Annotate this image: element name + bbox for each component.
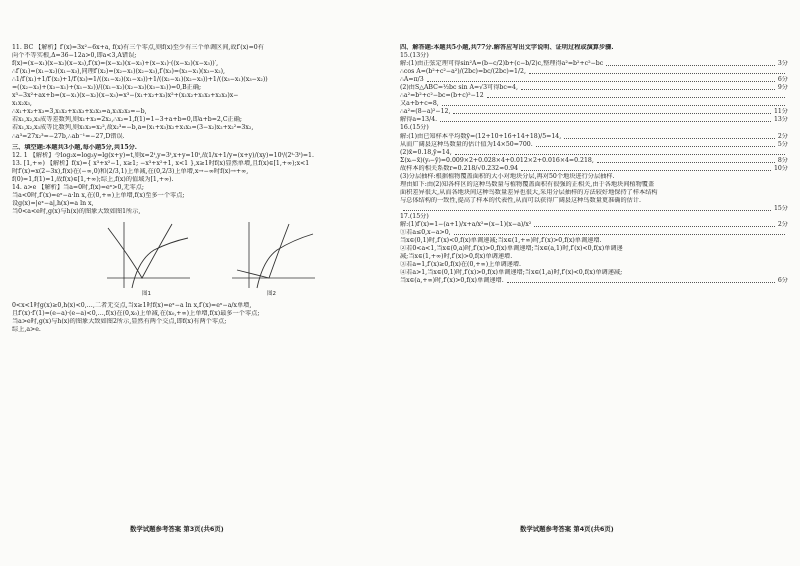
answer-text: (2)x̄=0.18,ȳ=14, — [400, 148, 452, 156]
score-label: 2分 — [777, 221, 788, 229]
answer-text: 解得a=13/4. — [400, 116, 438, 124]
dotted-leader — [403, 205, 771, 211]
dotted-leader — [440, 116, 771, 122]
figure-1 — [102, 220, 192, 297]
scored-answer-line — [400, 221, 788, 229]
answer-text: (2)由S△ABC=½bc sin A=√3可得bc=4, — [400, 84, 518, 92]
left-answer-lines-2 — [12, 152, 390, 216]
dotted-leader — [534, 221, 775, 227]
dotted-leader — [529, 68, 785, 74]
scored-answer-line — [400, 157, 788, 165]
scored-answer-line — [400, 60, 788, 68]
answer-line: 16.(15分) — [400, 124, 429, 132]
answer-line: 0<x<1时g(x)≥0,h(x)<0,…,二者无交点,当x≥1时f(x)=eˣ−a ln x,f′(x)=eˣ−a/x单增, — [12, 301, 252, 309]
answer-line: 设g(x)=|eˣ−a|,h(x)=a ln x, — [12, 199, 94, 207]
answer-line: 12. 1 【解析】令log₂x=log₃y=lg(x+y)=t,则x=2ᵗ,y=3ᵗ,x+y=10ᵗ,故1/x+1/y=(x+y)/(xy)=10ᵗ/(2ᵗ·3ᵗ)=1. — [12, 151, 314, 159]
answer-line: 13. [1,+∞) 【解析】f(x)={ x³+x²−1, x≥1; −x³+x²+1, x<1 },x≥1时f(x)显然单增,且f(x)∈[1,+∞);x<1 — [12, 159, 310, 167]
dotted-leader — [564, 133, 775, 139]
score-label: 5分 — [777, 140, 788, 148]
scored-answer-line — [400, 165, 788, 173]
answer-text: 故样本的相关系数r≈0.218/√0.232≈0.94 — [400, 164, 519, 172]
answer-line: 11. BC 【解析】f′(x)=3x²−6x+a, f(x)有三个零点,则f(x)至少有三个单调区间,故f′(x)=0有 — [12, 44, 264, 51]
dotted-leader — [453, 108, 771, 114]
score-label: 8分 — [777, 156, 788, 164]
answer-line: 15.(13分) — [400, 52, 429, 60]
figure-1-graph — [102, 220, 192, 290]
left-column — [12, 44, 390, 334]
scored-answer-line — [400, 141, 788, 149]
score-label: 9分 — [777, 84, 788, 92]
answer-text: Σ(xᵢ−x̄)(yᵢ−ȳ)=0.009×2+0.028×4+0.012×2+0.016×4=0.218, — [400, 156, 594, 164]
answer-line: 减;当x∈(1,+∞)时,f′(x)>0,f(x)单调递增. — [400, 253, 513, 261]
scored-answer-line — [400, 108, 788, 116]
answer-line: 向个不等实根,Δ=36−12a>0,即a<3,A错误; — [12, 52, 137, 60]
answer-text: 从而广阔县这种鸟数量的估计值为14×50=700. — [400, 140, 533, 148]
answer-line: 若x₁,x₂,x₃成等比数列,则x₁x₃=x₂²,故x₂³=−b,a=(x₁+x₃)x₂+x₁x₃=(3−x₂)x₂+x₂²=3x₂, — [12, 124, 254, 132]
answer-line: 当a<0时,f′(x)=eˣ−a·ln x,在(0,+∞)上单增,f(x)至多一个零点; — [12, 191, 185, 199]
score-label: 15分 — [773, 204, 788, 212]
figure-area — [12, 220, 390, 298]
dotted-leader — [487, 92, 785, 98]
score-label: 6分 — [777, 277, 788, 285]
answer-text: 解:(1)由正弦定理可得sin²A=(b−c/2)b+(c−b/2)c,整理得a²=b²+c²−bc — [400, 60, 604, 68]
right-column — [400, 44, 788, 285]
dotted-leader — [427, 76, 775, 82]
left-page-footer: 数学试题参考答案 第3页(共6页) — [130, 525, 224, 533]
score-label: 13分 — [773, 116, 788, 124]
answer-line: 当x∈(0,1)时,f′(x)<0,f(x)单调递减;当x∈(1,+∞)时,f′(x)>0,f(x)单调递增. — [400, 237, 602, 245]
dotted-leader — [597, 157, 775, 163]
scored-answer-line — [400, 116, 788, 124]
answer-line: ∴1/f′(x₁)+1/f′(x₂)+1/f′(x₃)=1/((x₁−x₂)(x₁−x₃))+1/((x₂−x₁)(x₂−x₃))+1/((x₃−x₁)(x₃−x₂)) — [12, 76, 268, 84]
answer-line: 综上,a>e. — [12, 326, 41, 334]
left-answer-lines — [12, 44, 390, 141]
answer-text: 又a+b+c=8, — [400, 100, 439, 108]
dotted-leader — [521, 165, 771, 171]
answer-line: ∴x₁+x₂+x₃=3,x₁x₂+x₁x₃+x₂x₃=a,x₁x₂x₃=−b, — [12, 108, 147, 116]
right-answer-lines — [400, 52, 788, 285]
answer-line: 当0<a<e时,g(x)与h(x)的图象大致如图1所示, — [12, 207, 141, 215]
score-label: 11分 — [773, 108, 788, 116]
scored-answer-line — [400, 84, 788, 92]
right-page-footer: 数学试题参考答案 第4页(共6页) — [520, 525, 614, 533]
scored-answer-line — [400, 277, 788, 285]
scored-answer-line — [400, 205, 788, 213]
dotted-leader — [536, 141, 775, 147]
answer-text: 解:(1)由已知样本平均数ȳ=(12+10+16+14+18)/5=14, — [400, 132, 562, 140]
scored-answer-line — [400, 100, 788, 108]
dotted-leader — [442, 100, 785, 106]
answer-line: f(0)=1,f(1)=1,故f(x)∈[1,+∞);综上,f(x)的值域为[1,+∞). — [12, 175, 174, 183]
score-label: 3分 — [777, 60, 788, 68]
answer-text: 当x∈(a,+∞)时,f′(x)>0,f(x)单调递增. — [400, 277, 504, 285]
figure-2 — [227, 220, 317, 297]
answer-line: ∴f′(x₁)=(x₁−x₂)(x₁−x₃),同理f′(x₂)=(x₂−x₁)(x₂−x₃),f′(x₃)=(x₃−x₁)(x₃−x₂), — [12, 68, 225, 76]
scored-answer-line — [400, 76, 788, 84]
scored-answer-line — [400, 133, 788, 141]
answer-text: ∴cos A=(b²+c²−a²)/(2bc)=bc/(2bc)=1/2, — [400, 68, 526, 76]
answer-line: =((x₂−x₃)+(x₃−x₁)+(x₁−x₂))/((x₁−x₂)(x₂−x₃)(x₃−x₁))=0,B正确; — [12, 84, 202, 92]
score-label: 2分 — [777, 132, 788, 140]
figure-2-graph — [227, 220, 317, 290]
answer-line: 理由如下:由(2)知各样区的这种鸟数量与植物覆盖面积有很强的正相关,由于各地块间植物覆盖 — [400, 180, 655, 188]
answer-line: 当a>e时,g(x)与h(x)的图象大致如图2所示,显然有两个交点,即f(x)有两个零点; — [12, 318, 227, 326]
answer-text: ∴a²=b²+c²−bc=(b+c)²−12 — [400, 92, 484, 100]
answer-line: 若x₁,x₂,x₃成等差数列,则x₁+x₃=2x₂,∴x₂=1,f(1)=1−3+a+b=0,即a+b=2,C正确; — [12, 116, 243, 124]
answer-line: 14. a>e 【解析】当a=0时,f(x)=eˣ>0,无零点; — [12, 183, 145, 191]
left-answer-lines-3 — [12, 302, 390, 334]
dotted-leader — [507, 277, 775, 283]
answer-line: ②若0<a<1,当x∈(0,a)时,f′(x)>0,f(x)单调递增;当x∈(a,1)时,f′(x)<0,f(x)单调递 — [400, 245, 623, 253]
answer-text: 解:(1)f′(x)=1−(a+1)/x+a/x²=(x−1)(x−a)/x² — [400, 221, 532, 229]
answer-line: 时f′(x)=x(2−3x),f(x)在(−∞,0)和(2/3,1)上单减,在(0,2/3)上单增,x→−∞时f(x)→+∞, — [12, 167, 249, 175]
scored-answer-line — [400, 92, 788, 100]
scored-answer-line — [400, 149, 788, 157]
answer-line: ∴a³=27x₂³=−27b,∴ab⁻¹=−27,D错误. — [12, 132, 125, 140]
answer-text: ①若a≤0,x−a>0, — [400, 229, 451, 237]
figure-2-caption: 图2 — [267, 290, 276, 297]
scored-answer-line — [400, 229, 788, 237]
scored-answer-line — [400, 68, 788, 76]
answer-line: 且f′(x)·f′(1)=(e−a)·(e−a)<0,…,f(x)在(0,x₀)上单减,在(x₀,+∞)上单增,f(x)最多一个零点; — [12, 310, 260, 318]
answer-line: (3)分层抽样:根据植物覆盖面积的大小对地块分层,再对50个地块进行分层抽样. — [400, 172, 615, 180]
answer-text: ∴a²=(8−a)²−12, — [400, 108, 451, 116]
answer-line: ③若a=1,f′(x)≥0,f(x)在(0,+∞)上单调递增. — [400, 261, 522, 269]
answer-text: ∴A=π/3 — [400, 76, 424, 84]
figure-1-caption: 图1 — [142, 290, 151, 297]
answer-line: 与总体结构的一致性,提高了样本的代表性,从而可以获得广阔县这种鸟数量更准确的估计. — [400, 196, 642, 204]
answer-line: 17.(15分) — [400, 212, 429, 220]
score-label: 6分 — [777, 76, 788, 84]
answer-line: f(x)=(x−x₁)(x−x₂)(x−x₃),f′(x)=(x−x₂)(x−x₃)+(x−x₁)·((x−x₂)(x−x₃))′, — [12, 60, 219, 68]
answer-line: x³−3x²+ax+b=(x−x₁)(x−x₂)(x−x₃)=x³−(x₁+x₂+x₃)x²+(x₁x₂+x₁x₃+x₂x₃)x− — [12, 92, 239, 100]
answer-line: x₁x₂x₃, — [12, 100, 32, 108]
answer-line: 面积差异很大,从而各地块间这种鸟数量差异也很大,采用分层抽样的方法较好地保持了样本结构 — [400, 188, 658, 196]
dotted-leader — [606, 60, 775, 66]
score-label: 10分 — [773, 164, 788, 172]
answer-line: ④若a>1,当x∈(0,1)时,f′(x)>0,f(x)单调递增;当x∈(1,a)时,f′(x)<0,f(x)单调递减; — [400, 269, 623, 277]
dotted-leader — [521, 84, 775, 90]
solution-section-header: 四、解答题:本题共5小题,共77分.解答应写出文字说明、证明过程或演算步骤. — [400, 44, 614, 51]
dotted-leader — [454, 229, 785, 235]
fill-in-section-header: 三、填空题:本题共3小题,每小题5分,共15分. — [12, 143, 137, 151]
dotted-leader — [455, 149, 785, 155]
